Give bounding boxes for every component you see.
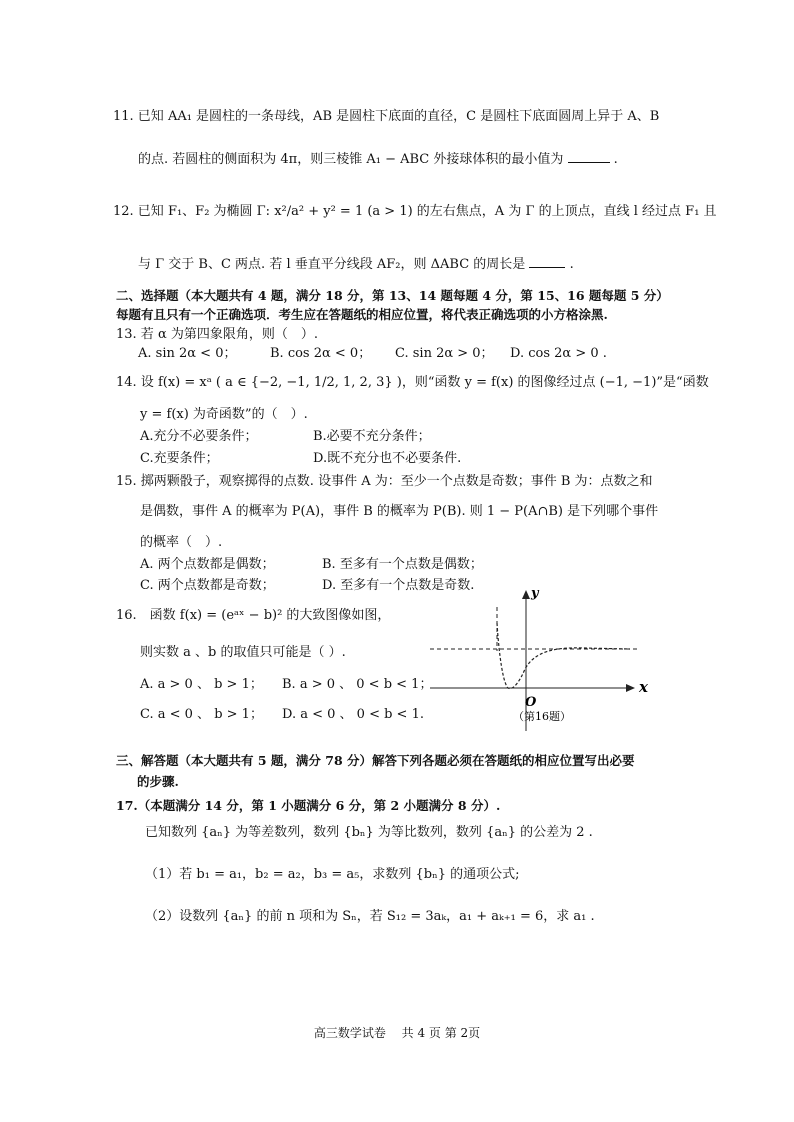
q13-stem: 13. 若 α 为第四象限角，则（ ）. [116,327,318,342]
q11-line2-end: . [613,152,618,167]
q16-function-curve [497,623,630,689]
section2-note: 每题有且只有一个正确选项．考生应在答题纸的相应位置，将代表正确选项的小方格涂黑. [116,307,608,322]
q12-line1: 12. 已知 F₁、F₂ 为椭圆 Γ: x²/a² + y² = 1 (a > 1) 的左右焦点，A 为 Γ 的上顶点，直线 l 经过点 F₁ 且 [113,204,717,219]
q13-option-b: B. cos 2α < 0； [270,346,372,361]
q14-option-b: B.必要不充分条件； [313,429,431,444]
q12-line2-text: 与 Γ 交于 B、C 两点. 若 l 垂直平分线段 AF₂，则 ΔABC 的周长是 [138,257,526,272]
q11-line2 [138,150,618,169]
q15-stem-line2: 是偶数，事件 A 的概率为 P(A)，事件 B 的概率为 P(B). 则 1 − P(A∩B) 是下列哪个事件 [140,504,659,519]
q16-x-label: x [639,678,648,696]
q16-y-axis-arrow [522,590,530,599]
q14-option-a: A.充分不必要条件； [140,429,258,444]
q16-figure-caption: （第16题） [513,710,571,723]
q16-x-axis-arrow [626,684,635,692]
q11-answer-blank [568,150,610,163]
section3-heading-line2: 的步骤. [137,774,179,789]
q16-option-c: C. a < 0 、 b > 1； [140,707,263,722]
q16-y-label: y [531,586,539,601]
q15-stem-line3: 的概率（ ）. [140,535,223,550]
q16-option-b: B. a > 0 、 0 < b < 1； [282,677,433,692]
q11-line2-text: 的点. 若圆柱的侧面积为 4π，则三棱锥 A₁ − ABC 外接球体积的最小值为 [138,152,564,167]
q15-option-c: C. 两个点数都是奇数； [140,578,275,593]
q17-intro: 已知数列 {aₙ} 为等差数列，数列 {bₙ} 为等比数列，数列 {aₙ} 的公差为 2 . [145,825,593,840]
q15-option-d: D. 至多有一个点数是奇数. [322,578,475,593]
q16-origin-label: O [525,695,537,710]
q12-line2-end: . [569,257,574,272]
q13-option-a: A. sin 2α < 0； [138,346,237,361]
q14-stem-line2: y = f(x) 为奇函数”的（ ）. [140,407,308,422]
section2-heading: 二、选择题（本大题共有 4 题，满分 18 分，第 13、14 题每题 4 分，第 15、16 题每题 5 分） [116,288,669,303]
q13-option-c: C. sin 2α > 0； [395,346,494,361]
q14-stem-line1: 14. 设 f(x) = xᵃ ( a ∈ {−2, −1, 1/2, 1, 2, 3} )，则“函数 y = f(x) 的图像经过点 (−1, −1)”是“函数 [116,375,709,390]
q14-option-d: D.既不充分也不必要条件. [313,451,462,466]
q16-option-d: D. a < 0 、 0 < b < 1. [282,707,424,722]
q12-answer-blank [529,255,565,268]
q16-stem-line1: 16. 函数 f(x) = (eᵃˣ − b)² 的大致图像如图， [116,608,391,623]
section3-heading-line1: 三、解答题（本大题共有 5 题，满分 78 分）解答下列各题必须在答题纸的相应位置写出必要 [116,753,635,768]
page-footer: 高三数学试卷 共 4 页 第 2页 [313,1026,481,1040]
q12-line2 [138,255,574,274]
q15-option-b: B. 至多有一个点数是偶数； [322,557,483,572]
q17-part1: （1）若 b₁ = a₁，b₂ = a₂，b₃ = a₅，求数列 {bₙ} 的通项公式; [145,867,520,882]
q16-option-a: A. a > 0 、 b > 1； [140,677,263,692]
q14-option-c: C.充要条件； [140,451,219,466]
q15-option-a: A. 两个点数都是偶数； [140,557,275,572]
q17-part2: （2）设数列 {aₙ} 的前 n 项和为 Sₙ，若 S₁₂ = 3aₖ，a₁ + aₖ₊₁ = 6，求 a₁ . [145,909,595,924]
q15-stem-line1: 15. 掷两颗骰子，观察掷得的点数. 设事件 A 为：至少一个点数是奇数；事件 B 为：点数之和 [116,474,653,489]
q13-option-d: D. cos 2α > 0 . [510,346,607,361]
q16-figure [425,585,655,733]
q17-heading: 17.（本题满分 14 分，第 1 小题满分 6 分，第 2 小题满分 8 分）. [116,798,501,813]
q11-line1: 11. 已知 AA₁ 是圆柱的一条母线，AB 是圆柱下底面的直径，C 是圆柱下底面圆周上异于 A、B [113,109,660,124]
q16-stem-line2: 则实数 a 、b 的取值只可能是（ ）. [140,645,346,660]
